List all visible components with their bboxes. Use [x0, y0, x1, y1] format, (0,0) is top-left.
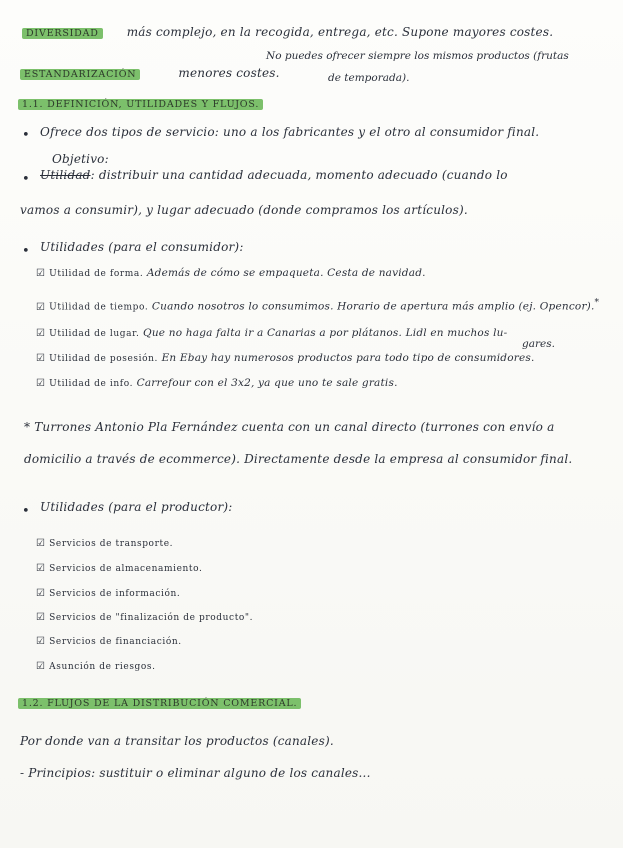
- line-principios: - Principios: sustituir o eliminar alguno de los canales...: [20, 766, 371, 780]
- checkbox-icon: ☑: [36, 612, 46, 623]
- heading-1-2: [18, 695, 301, 709]
- bullet-icon: •: [22, 244, 30, 259]
- line-tipos-servicio: Ofrece dos tipos de servicio: uno a los fabricantes y el otro al consumidor final.: [40, 125, 540, 139]
- struck-utilidad: Utilidad: [40, 168, 91, 182]
- item-utilidad-info: ☑ Utilidad de info. Carrefour con el 3x2, ya que uno te sale gratis.: [36, 377, 398, 389]
- highlight-heading-1-2: 1.2. FLUJOS DE LA DISTRIBUCIÓN COMERCIAL.: [18, 698, 301, 709]
- checkbox-icon: ☑: [36, 588, 46, 599]
- checkbox-icon: ☑: [36, 301, 46, 313]
- checkbox-icon: ☑: [36, 328, 46, 339]
- item-servicio-almacenamiento: ☑ Servicios de almacenamiento.: [36, 563, 203, 574]
- checkbox-icon: ☑: [36, 353, 46, 364]
- text-lugares-cont: gares.: [522, 338, 555, 350]
- line-utilidad: [40, 168, 508, 182]
- label-objetivo: Objetivo:: [52, 152, 109, 166]
- item-servicio-informacion: ☑ Servicios de información.: [36, 588, 181, 599]
- bullet-icon: •: [22, 172, 30, 187]
- text-distribuir: : distribuir una cantidad adecuada, momento adecuado (cuando lo: [90, 168, 508, 182]
- heading-1-1: [18, 96, 263, 110]
- checkbox-icon: ☑: [36, 636, 46, 647]
- text-diversidad: más complejo, en la recogida, entrega, etc. Supone mayores costes.: [126, 25, 554, 39]
- highlight-diversidad: DIVERSIDAD: [22, 28, 103, 39]
- item-servicio-financiacion: ☑ Servicios de financiación.: [36, 636, 182, 647]
- line-utilidades-consumidor: Utilidades (para el consumidor):: [40, 240, 244, 254]
- highlight-estandarizacion: ESTANDARIZACIÓN: [20, 69, 140, 80]
- checkbox-icon: ☑: [36, 268, 46, 279]
- item-asuncion-riesgos: ☑ Asunción de riesgos.: [36, 661, 156, 672]
- note-temporada-b: de temporada).: [328, 72, 410, 84]
- item-servicio-transporte: ☑ Servicios de transporte.: [36, 538, 174, 549]
- checkbox-icon: ☑: [36, 538, 46, 549]
- line-utilidad-cont: vamos a consumir), y lugar adecuado (donde compramos los artículos).: [20, 203, 468, 217]
- item-utilidad-forma: ☑ Utilidad de forma. Además de cómo se empaqueta. Cesta de navidad.: [36, 267, 426, 279]
- item-utilidad-posesion: ☑ Utilidad de posesión. En Ebay hay numerosos productos para todo tipo de consumidores.: [36, 352, 535, 364]
- line-utilidades-productor: Utilidades (para el productor):: [40, 500, 233, 514]
- checkbox-icon: ☑: [36, 378, 46, 389]
- line-flujos-canales: Por donde van a transitar los productos (canales).: [20, 734, 334, 748]
- line-estandarizacion: [20, 66, 280, 80]
- item-utilidad-lugar: ☑ Utilidad de lugar. Que no haga falta ir a Canarias a por plátanos. Lidl en muchos lu-: [36, 327, 508, 339]
- bullet-icon: •: [22, 128, 30, 143]
- note-turrones-b: domicilio a través de ecommerce). Directamente desde la empresa al consumidor final.: [24, 452, 573, 466]
- checkbox-icon: ☑: [36, 661, 46, 672]
- bullet-icon: •: [22, 504, 30, 519]
- text-estandarizacion: menores costes.: [178, 66, 280, 80]
- item-utilidad-tiempo: ☑ Utilidad de tiempo. Cuando nosotros lo consumimos. Horario de apertura más amplio (ej. Opencor).*: [36, 298, 600, 313]
- checkbox-icon: ☑: [36, 563, 46, 574]
- line-diversidad: [22, 25, 553, 39]
- note-temporada-a: No puedes ofrecer siempre los mismos productos (frutas: [266, 50, 569, 62]
- asterisk-mark: *: [594, 298, 600, 308]
- item-servicio-finalizacion: ☑ Servicios de "finalización de producto".: [36, 612, 254, 623]
- highlight-heading-1-1: 1.1. DEFINICIÓN, UTILIDADES Y FLUJOS.: [18, 99, 263, 110]
- note-turrones-a: * Turrones Antonio Pla Fernández cuenta con un canal directo (turrones con envío a: [24, 420, 555, 434]
